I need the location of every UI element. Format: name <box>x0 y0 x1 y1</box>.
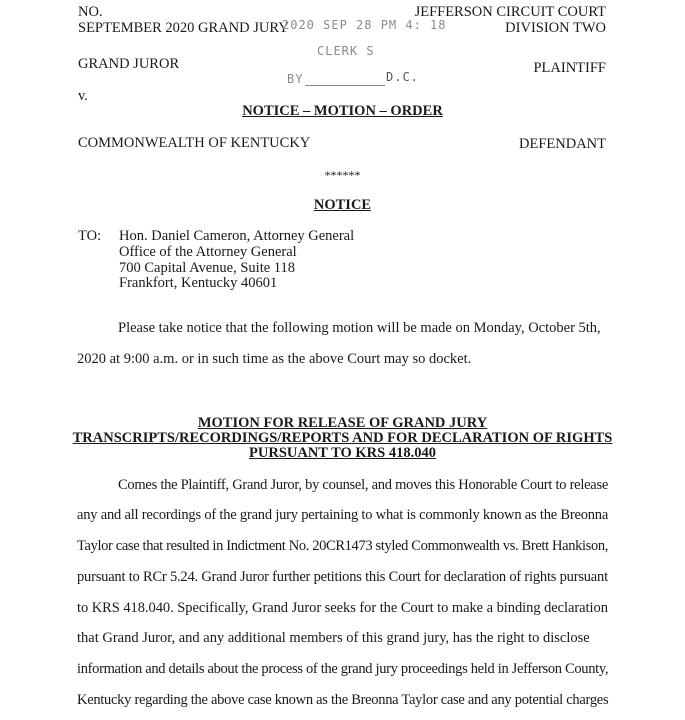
grand-jury-term: SEPTEMBER 2020 GRAND JURY <box>78 20 289 36</box>
stamp-by: BY <box>287 72 304 86</box>
notice-body-line-2: 2020 at 9:00 a.m. or in such time as the above Court may so docket. <box>77 351 472 367</box>
stamp-signature-line <box>305 85 385 86</box>
court-name: JEFFERSON CIRCUIT COURT <box>414 4 606 20</box>
motion-body-line-8: Kentucky regarding the above case known as the Breonna Taylor case and any potential charges <box>77 692 609 708</box>
plaintiff-role: PLAINTIFF <box>533 60 606 76</box>
document-title: NOTICE – MOTION – ORDER <box>242 103 443 119</box>
motion-body-line-4: pursuant to RCr 5.24. Grand Juror further petitions this Court for declaration of rights pursuant <box>77 569 608 585</box>
versus-label: v. <box>78 88 88 104</box>
plaintiff-name: GRAND JUROR <box>78 56 180 72</box>
separator: ****** <box>324 168 361 182</box>
motion-body-line-2: any and all recordings of the grand jury pertaining to what is commonly known as the Breonna <box>77 507 609 523</box>
motion-body-line-5: to KRS 418.040. Specifically, Grand Juror seeks for the Court to make a binding declaration <box>77 600 608 616</box>
motion-heading-line-1: MOTION FOR RELEASE OF GRAND JURY <box>197 415 488 431</box>
clerk-stamp: CLERK S <box>317 44 375 58</box>
address-line-4: Frankfort, Kentucky 40601 <box>119 275 278 291</box>
address-line-3: 700 Capital Avenue, Suite 118 <box>119 260 295 276</box>
court-division: DIVISION TWO <box>505 20 606 36</box>
defendant-name: COMMONWEALTH OF KENTUCKY <box>78 135 311 151</box>
motion-heading-line-2: TRANSCRIPTS/RECORDINGS/REPORTS AND FOR DECLARATION OF RIGHTS <box>72 430 613 446</box>
motion-body-line-7: information and details about the process of the grand jury proceedings held in Jefferson County, <box>77 661 609 677</box>
defendant-role: DEFENDANT <box>519 136 606 152</box>
motion-body-line-1: Comes the Plaintiff, Grand Juror, by counsel, and moves this Honorable Court to release <box>118 477 608 493</box>
notice-heading: NOTICE <box>313 197 372 213</box>
motion-heading-line-3: PURSUANT TO KRS 418.040 <box>249 445 436 461</box>
motion-body-line-6: that Grand Juror, and any additional members of this grand jury, has the right to disclose <box>77 630 590 646</box>
filing-date-stamp: 2020 SEP 28 PM 4: 18 <box>282 18 447 32</box>
address-line-2: Office of the Attorney General <box>119 244 297 260</box>
address-line-1: Hon. Daniel Cameron, Attorney General <box>119 228 355 244</box>
case-number-label: NO. <box>78 4 103 20</box>
to-label: TO: <box>78 228 102 244</box>
motion-body-line-3: Taylor case that resulted in Indictment No. 20CR1473 styled Commonwealth vs. Brett Hankison, <box>77 538 608 554</box>
stamp-dc: D.C. <box>386 70 419 84</box>
notice-body-line-1: Please take notice that the following motion will be made on Monday, October 5th, <box>118 320 601 336</box>
